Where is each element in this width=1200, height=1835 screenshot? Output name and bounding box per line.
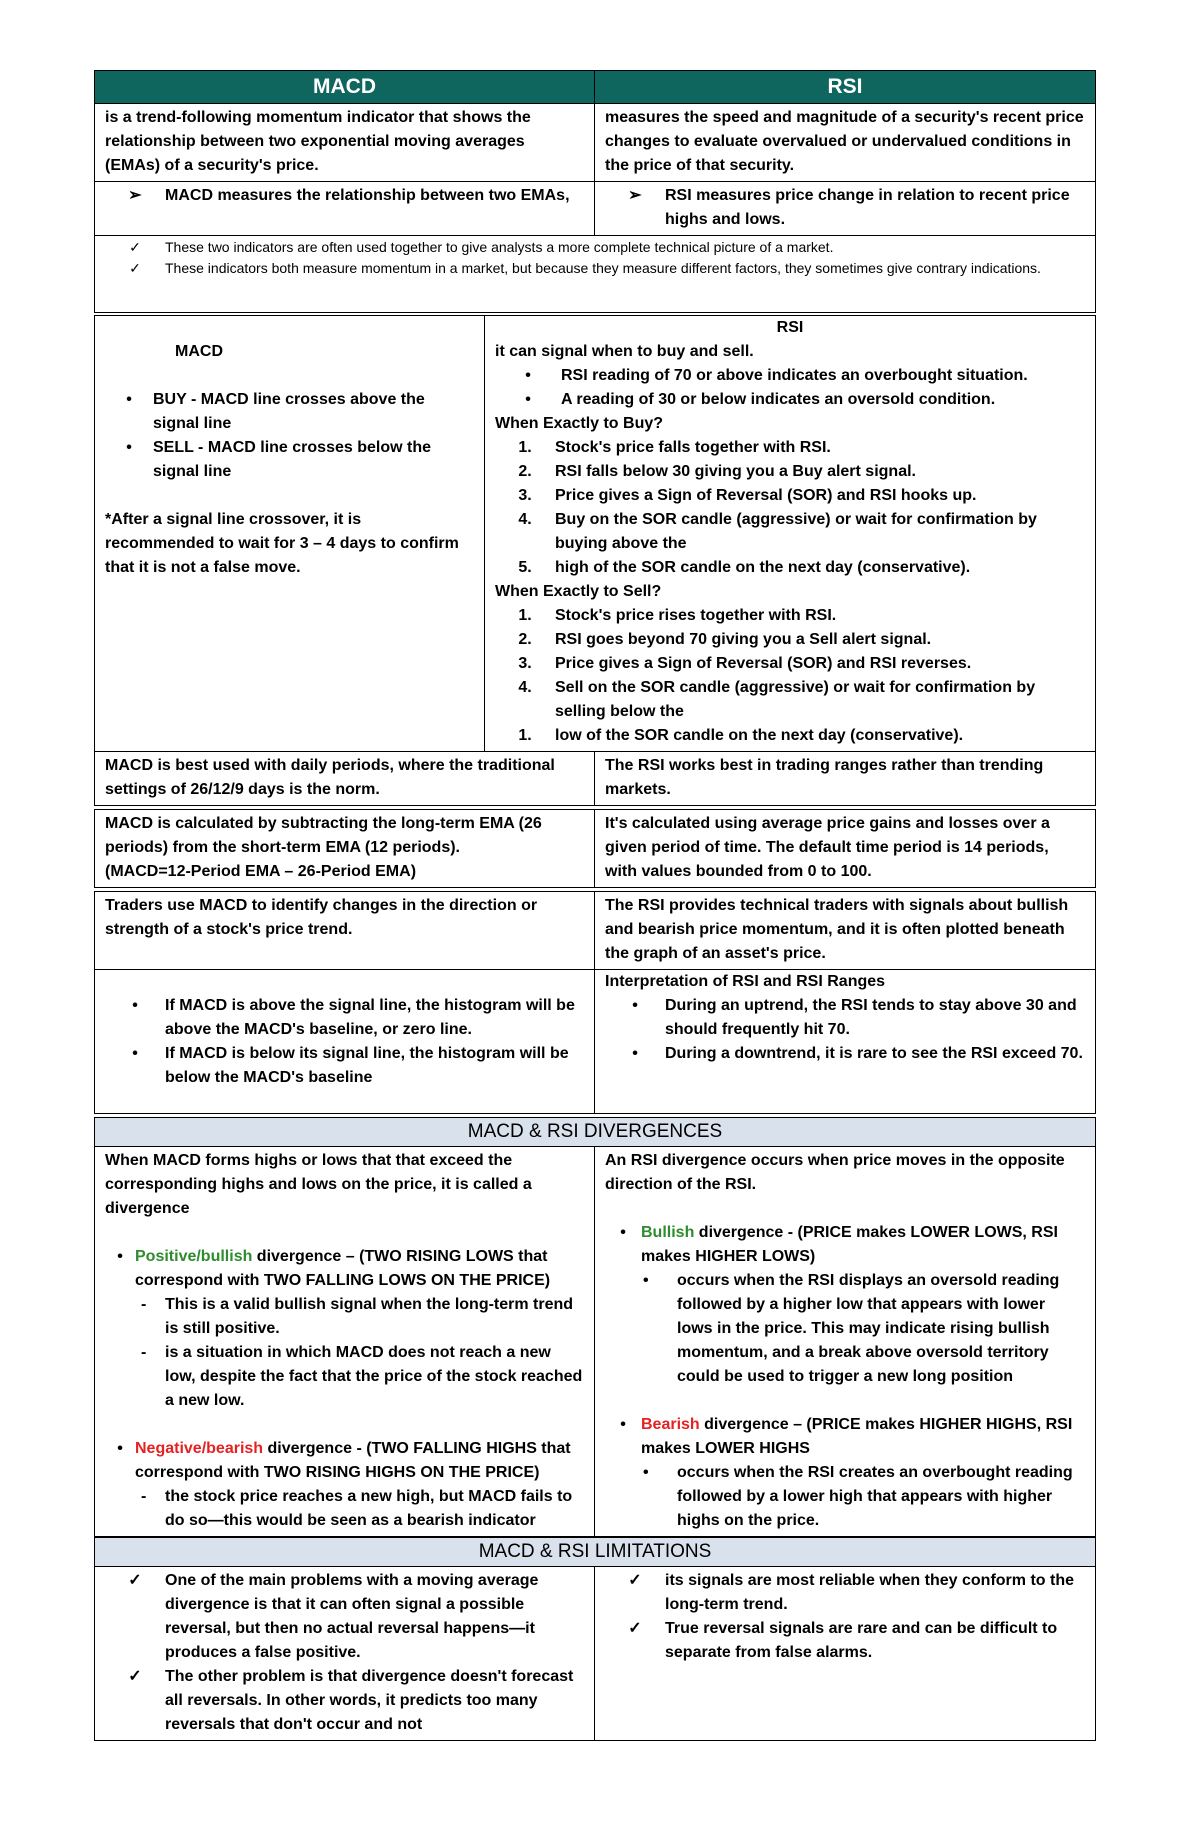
macd-calculation: MACD is calculated by subtracting the long-term EMA (26 periods) from the short-term EMA (12 periods). (MACD=12-Period EMA – 26-Period EMA) (95, 810, 595, 887)
sell-heading: When Exactly to Sell? (495, 583, 662, 600)
macd-crossover-note: *After a signal line crossover, it is recommended to wait for 3 – 4 days to confirm that it is not a false move. (105, 511, 459, 576)
bullet-icon: • (632, 1045, 638, 1062)
step-text: high of the SOR candle on the next day (conservative). (555, 559, 971, 576)
list-item: ✓ One of the main problems with a moving average divergence is that it can often signal a possible reversal, but then no actual reversal happens—it produces a false positive. (105, 1569, 584, 1665)
list-item: ✓ The other problem is that divergence doesn't forecast all reversals. In other words, it predicts too many reversals that don't occur and not (105, 1665, 584, 1737)
macd-limitations (95, 1567, 595, 1740)
step-number: 4. (518, 511, 532, 528)
list-item: • Negative/bearish divergence - (TWO FALLING HIGHS that correspond with TWO RISING HIGHS ON THE PRICE) (105, 1437, 584, 1485)
check-icon: ✓ (128, 1668, 142, 1685)
check-icon: ✓ (628, 1572, 642, 1589)
bullet-icon: • (126, 391, 132, 408)
bullet-icon: • (620, 1224, 626, 1241)
bullet-icon: • (117, 1440, 123, 1457)
step-text: low of the SOR candle on the next day (conservative). (555, 727, 964, 744)
list-item (105, 237, 1085, 258)
bullet-icon: • (525, 367, 531, 384)
bullet-icon: • (632, 997, 638, 1014)
definition-point-row (94, 182, 1096, 236)
step-number: 2. (518, 631, 532, 648)
step-number: 1. (518, 439, 532, 456)
positive-bullish-label: Positive/bullish (135, 1248, 253, 1265)
divergences-row (94, 1147, 1096, 1537)
comparison-sheet (94, 70, 1096, 1741)
rsi-point: RSI measures price change in relation to recent price highs and lows. (665, 187, 1070, 228)
rsi-periods: The RSI works best in trading ranges rather than trending markets. (605, 757, 1044, 798)
list-item: • If MACD is above the signal line, the histogram will be above the MACD's baseline, or zero line. (105, 994, 584, 1042)
bearish-label: Bearish (641, 1416, 700, 1433)
rsi-interpretation (595, 970, 1095, 1113)
shared-note: These two indicators are often used together to give analysts a more complete technical picture of a market. (165, 239, 834, 255)
numbered-step (495, 724, 1085, 748)
step-number: 5. (518, 559, 532, 576)
rsi-limitations (595, 1567, 1095, 1740)
list-item: ✓ its signals are most reliable when they conform to the long-term trend. (605, 1569, 1085, 1617)
numbered-step (495, 676, 1085, 724)
bullet-icon: • (132, 1045, 138, 1062)
bullet-icon: • (643, 1272, 649, 1289)
step-text: Stock's price rises together with RSI. (555, 607, 837, 624)
interpretation-row (94, 970, 1096, 1114)
usage-row (94, 891, 1096, 970)
step-text: Price gives a Sign of Reversal (SOR) and RSI reverses. (555, 655, 972, 672)
numbered-step (495, 460, 1085, 484)
macd-signals (95, 316, 485, 751)
check-icon: ✓ (129, 260, 141, 276)
macd-divergence (95, 1147, 595, 1536)
list-item (605, 184, 1085, 232)
header-row (94, 70, 1096, 104)
step-number: 3. (518, 487, 532, 504)
calculation-row (94, 809, 1096, 888)
list-item: • BUY - MACD line crosses above the signal line (105, 388, 474, 436)
step-number: 3. (518, 655, 532, 672)
list-item: • If MACD is below its signal line, the histogram will be below the MACD's baseline (105, 1042, 584, 1090)
header-macd: MACD (95, 71, 595, 103)
numbered-step (495, 652, 1085, 676)
list-item: - the stock price reaches a new high, but MACD fails to do so—this would be seen as a bearish indicator (105, 1485, 584, 1533)
dash-icon: - (141, 1296, 147, 1313)
dash-icon: - (141, 1488, 147, 1505)
list-item: • During a downtrend, it is rare to see the RSI exceed 70. (605, 1042, 1085, 1066)
list-item: • occurs when the RSI displays an oversold reading followed by a higher low that appears with lower lows in the price. This may indicate rising bullish momentum, and a break above oversold territory could be used to trigger a new long position (605, 1269, 1085, 1389)
arrow-bullet-icon: ➢ (128, 187, 142, 204)
macd-point: MACD measures the relationship between two EMAs, (165, 187, 570, 204)
macd-interpretation (95, 970, 595, 1113)
bullet-icon: • (132, 997, 138, 1014)
numbered-step (495, 436, 1085, 460)
numbered-step (495, 604, 1085, 628)
step-text: Stock's price falls together with RSI. (555, 439, 831, 456)
negative-bearish-label: Negative/bearish (135, 1440, 264, 1457)
periods-row (94, 752, 1096, 806)
macd-signals-title: MACD (175, 343, 223, 360)
list-item: • Bearish divergence – (PRICE makes HIGHER HIGHS, RSI makes LOWER HIGHS (605, 1413, 1085, 1461)
rsi-calculation: It's calculated using average price gains and losses over a given period of time. The default time period is 14 periods, with values bounded from 0 to 100. (605, 815, 1050, 880)
numbered-step (495, 556, 1085, 580)
list-item: • During an uptrend, the RSI tends to stay above 30 and should frequently hit 70. (605, 994, 1085, 1042)
numbered-step (495, 484, 1085, 508)
header-rsi: RSI (595, 71, 1095, 103)
list-item: • occurs when the RSI creates an overbought reading followed by a lower high that appears with higher highs on the price. (605, 1461, 1085, 1533)
step-number: 1. (518, 607, 532, 624)
limitations-row (94, 1567, 1096, 1741)
check-icon: ✓ (128, 1572, 142, 1589)
rsi-interpretation-title: Interpretation of RSI and RSI Ranges (605, 973, 886, 990)
macd-usage: Traders use MACD to identify changes in the direction or strength of a stock's price trend. (95, 892, 595, 969)
rsi-definition: measures the speed and magnitude of a security's recent price changes to evaluate overvalued or undervalued conditions in the price of that security. (605, 109, 1084, 174)
divergences-title: MACD & RSI DIVERGENCES (95, 1117, 1095, 1146)
limitations-bar-row (94, 1537, 1096, 1567)
macd-divergence-intro: When MACD forms highs or lows that that exceed the corresponding highs and lows on the price, it is called a divergence (105, 1152, 532, 1217)
arrow-bullet-icon: ➢ (628, 187, 642, 204)
list-item: • SELL - MACD line crosses below the signal line (105, 436, 474, 484)
rsi-divergence-intro: An RSI divergence occurs when price moves in the opposite direction of the RSI. (605, 1152, 1065, 1193)
list-item (105, 184, 584, 208)
bullish-label: Bullish (641, 1224, 695, 1241)
bullet-icon: • (525, 391, 531, 408)
step-text: Buy on the SOR candle (aggressive) or wait for confirmation by buying above the (555, 511, 1037, 552)
divergences-bar-row (94, 1117, 1096, 1147)
definition-row (94, 104, 1096, 182)
rsi-signals-intro: it can signal when to buy and sell. (495, 343, 754, 360)
macd-definition: is a trend-following momentum indicator that shows the relationship between two exponential moving averages (EMAs) of a security's price. (95, 104, 595, 181)
buy-heading: When Exactly to Buy? (495, 415, 664, 432)
list-item: - This is a valid bullish signal when the long-term trend is still positive. (105, 1293, 584, 1341)
bullet-icon: • (643, 1464, 649, 1481)
bullet-icon: • (126, 439, 132, 456)
step-number: 4. (518, 679, 532, 696)
rsi-usage: The RSI provides technical traders with signals about bullish and bearish price momentum, and it is often plotted beneath the graph of an asset's price. (605, 897, 1069, 962)
list-item: • Bullish divergence - (PRICE makes LOWER LOWS, RSI makes HIGHER LOWS) (605, 1221, 1085, 1269)
check-icon: ✓ (129, 239, 141, 255)
list-item: ✓ True reversal signals are rare and can be difficult to separate from false alarms. (605, 1617, 1085, 1665)
list-item (105, 258, 1085, 279)
list-item: • Positive/bullish divergence – (TWO RISING LOWS that correspond with TWO FALLING LOWS ON THE PRICE) (105, 1245, 584, 1293)
list-item: - is a situation in which MACD does not reach a new low, despite the fact that the price of the stock reached a new low. (105, 1341, 584, 1413)
step-text: RSI falls below 30 giving you a Buy alert signal. (555, 463, 916, 480)
macd-periods: MACD is best used with daily periods, where the traditional settings of 26/12/9 days is the norm. (95, 752, 595, 805)
shared-notes-row (94, 236, 1096, 313)
step-text: RSI goes beyond 70 giving you a Sell alert signal. (555, 631, 932, 648)
rsi-signals (485, 316, 1095, 751)
bullet-icon: • (117, 1248, 123, 1265)
limitations-title: MACD & RSI LIMITATIONS (95, 1537, 1095, 1566)
list-item: • RSI reading of 70 or above indicates an overbought situation. (495, 364, 1085, 388)
step-number: 1. (518, 727, 532, 744)
bullet-icon: • (620, 1416, 626, 1433)
sell-steps-list (495, 604, 1085, 748)
shared-note: These indicators both measure momentum in a market, but because they measure different factors, they sometimes give contrary indications. (165, 260, 1041, 276)
numbered-step (495, 628, 1085, 652)
step-number: 2. (518, 463, 532, 480)
dash-icon: - (141, 1344, 147, 1361)
signals-row (94, 315, 1096, 752)
rsi-divergence (595, 1147, 1095, 1536)
list-item: • A reading of 30 or below indicates an oversold condition. (495, 388, 1085, 412)
rsi-signals-title: RSI (776, 319, 804, 336)
check-icon: ✓ (628, 1620, 642, 1637)
numbered-step (495, 508, 1085, 556)
buy-steps-list (495, 436, 1085, 580)
step-text: Sell on the SOR candle (aggressive) or wait for confirmation by selling below the (555, 679, 1036, 720)
step-text: Price gives a Sign of Reversal (SOR) and RSI hooks up. (555, 487, 977, 504)
